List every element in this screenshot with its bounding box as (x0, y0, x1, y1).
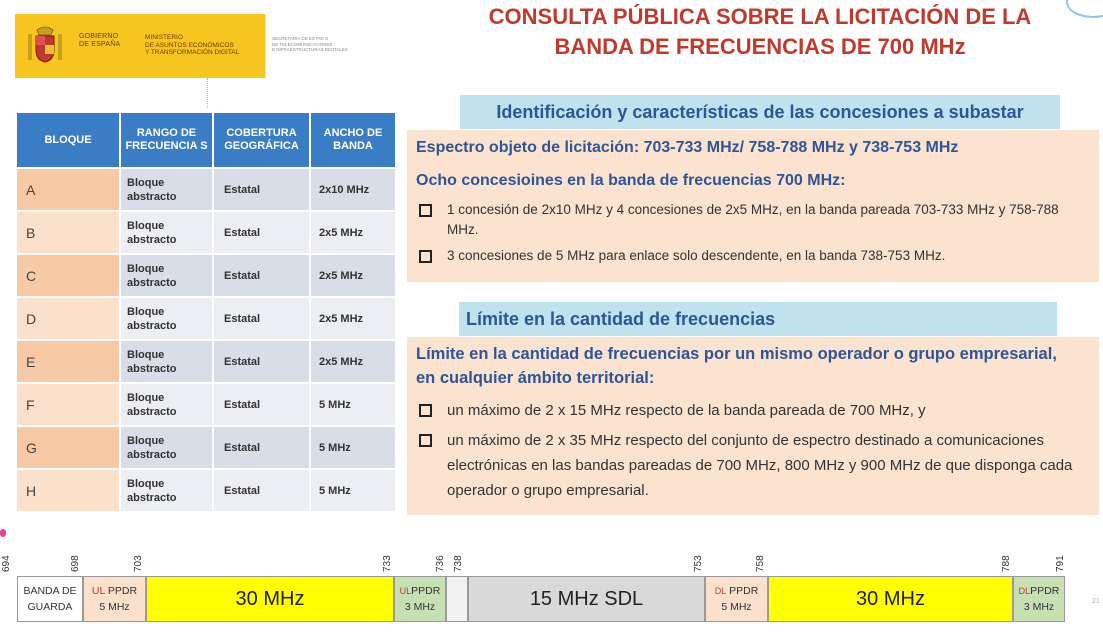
cell-bloque: G (17, 427, 119, 468)
bullet-text: 1 concesión de 2x10 MHz y 4 concesiones de 2x5 MHz, en la banda pareada 703-733 MHz y 758-788 MHz. (447, 202, 1059, 237)
table-row (17, 470, 395, 511)
spectrum-heading: Espectro objeto de licitación: 703-733 MHz/ 758-788 MHz y 738-753 MHz (416, 139, 959, 156)
page-title (460, 2, 1060, 62)
list-item (419, 398, 1089, 423)
checkbox-bullet-icon (419, 434, 432, 447)
section-1-header: Identificación y características de las concesiones a subastar (460, 95, 1060, 129)
segment-15mhz-sdl: 15 MHz SDL (468, 576, 705, 622)
slide-number: 21 (1092, 598, 1100, 605)
cell-rango: Bloque abstracto (121, 212, 212, 253)
cell-rango: Bloque abstracto (121, 384, 212, 425)
cell-bloque: B (17, 212, 119, 253)
cell-rango: Bloque abstracto (121, 298, 212, 339)
cell-bloque: A (17, 169, 119, 210)
tick-694: 694 (1, 555, 12, 572)
cell-bloque: H (17, 470, 119, 511)
list-item (419, 246, 1089, 266)
ppdr-label: PPDR (1030, 585, 1060, 597)
table-header-row (17, 113, 395, 167)
table-row (17, 169, 395, 210)
segment-sub: 3 MHz (404, 601, 436, 613)
title-line-2: BANDA DE FRECUENCIAS DE 700 MHz (554, 34, 966, 59)
cell-ancho: 5 MHz (311, 470, 395, 511)
tick-733: 733 (382, 555, 393, 572)
bullet-text: un máximo de 2 x 35 MHz respecto del conjunto de espectro destinado a comunicaciones electrónicas en las bandas pareadas de 700 MHz, 800 MHz y 900 MHz de que disponga cada operador o grupo empresarial. (447, 432, 1073, 499)
corner-decoration (1066, 0, 1103, 18)
ul-prefix: UL (399, 586, 412, 596)
tick-788: 788 (1001, 555, 1012, 572)
cell-ancho: 5 MHz (311, 427, 395, 468)
pointer-mark (0, 529, 6, 537)
dl-prefix: DL (1018, 586, 1031, 596)
cell-bloque: F (17, 384, 119, 425)
table-row (17, 427, 395, 468)
gobierno-text: GOBIERNO DE ESPAÑA (79, 33, 121, 48)
ppdr-label: PPDR (729, 585, 759, 597)
cell-ancho: 2x10 MHz (311, 169, 395, 210)
tick-698: 698 (70, 555, 81, 572)
cell-rango: Bloque abstracto (121, 255, 212, 296)
checkbox-bullet-icon (419, 204, 432, 217)
cell-ancho: 2x5 MHz (311, 298, 395, 339)
cell-bloque: E (17, 341, 119, 382)
segment-dl-ppdr-5 (705, 576, 768, 622)
segment-gap (446, 576, 468, 622)
limit-intro: Límite en la cantidad de frecuencias por un mismo operador o grupo empresarial, en cualquier ámbito territorial: (416, 345, 1057, 387)
segment-30mhz-ul: 30 MHz (146, 576, 394, 622)
section-2-header (459, 302, 1057, 336)
segment-ul-ppdr-3 (394, 576, 446, 622)
title-line-1: CONSULTA PÚBLICA SOBRE LA LICITACIÓN DE LA (488, 4, 1032, 29)
header-ancho: ANCHO DE BANDA (311, 113, 395, 167)
segment-guard-band: BANDA DE GUARDA (17, 576, 83, 622)
header-cobertura: COBERTURA GEOGRÁFICA (214, 113, 309, 167)
ppdr-label: PPDR (107, 585, 138, 597)
cell-cobertura: Estatal (214, 169, 309, 210)
checkbox-bullet-icon (419, 250, 432, 263)
bullet-text: un máximo de 2 x 15 MHz respecto de la banda pareada de 700 MHz, y (447, 402, 926, 419)
cell-cobertura: Estatal (214, 427, 309, 468)
section-1-panel (407, 130, 1099, 282)
cell-ancho: 2x5 MHz (311, 255, 395, 296)
cell-cobertura: Estatal (214, 298, 309, 339)
cell-ancho: 2x5 MHz (311, 341, 395, 382)
checkbox-bullet-icon (419, 404, 432, 417)
list-item (419, 200, 1089, 240)
cell-ancho: 5 MHz (311, 384, 395, 425)
tick-736: 736 (435, 555, 446, 572)
cell-cobertura: Estatal (214, 255, 309, 296)
cell-bloque: D (17, 298, 119, 339)
table-row (17, 255, 395, 296)
header-bloque: BLOQUE (17, 113, 119, 167)
segment-sub: 3 MHz (1023, 601, 1055, 613)
coat-of-arms-icon (23, 24, 67, 68)
table-row (17, 298, 395, 339)
segment-sub: 5 MHz (99, 601, 130, 613)
tick-753: 753 (693, 555, 704, 572)
section-2-title: Límite en la cantidad de frecuencias (466, 309, 776, 329)
tick-758: 758 (755, 555, 766, 572)
cell-rango: Bloque abstracto (121, 169, 212, 210)
segment-30mhz-dl: 30 MHz (768, 576, 1013, 622)
concessions-heading: Ocho concesioines en la banda de frecuencias 700 MHz: (416, 172, 846, 189)
secretaria-text: SECRETARÍA DE ESTAD O DE TELECOMUNICACIONES E INFRAESTRUCTURAS DIGITALES (272, 36, 348, 52)
ppdr-label: PPDR (411, 585, 441, 597)
dl-prefix: DL (714, 586, 727, 596)
cell-rango: Bloque abstracto (121, 341, 212, 382)
cell-ancho: 2x5 MHz (311, 212, 395, 253)
header-rango: RANGO DE FRECUENCIA S (121, 113, 212, 167)
cell-rango: Bloque abstracto (121, 470, 212, 511)
list-item (419, 428, 1084, 503)
bullet-text: 3 concesiones de 5 MHz para enlace solo descendente, en la banda 738-753 MHz. (447, 248, 946, 263)
cell-cobertura: Estatal (214, 384, 309, 425)
segment-sub: 5 MHz (721, 601, 752, 613)
ministerio-text: MINISTERIO DE ASUNTOS ECONÓMICOS Y TRANSFORMACIÓN DIGITAL (145, 34, 240, 56)
tick-791: 791 (1055, 555, 1066, 572)
segment-ul-ppdr-5 (83, 576, 146, 622)
frequency-band-diagram (1, 546, 1077, 626)
tick-703: 703 (133, 555, 144, 572)
cell-cobertura: Estatal (214, 212, 309, 253)
table-row (17, 384, 395, 425)
ul-prefix: UL (91, 585, 105, 597)
blocks-table (15, 111, 397, 513)
section-2-panel (407, 337, 1099, 515)
table-row (17, 341, 395, 382)
government-logo (15, 14, 265, 78)
table-row (17, 212, 395, 253)
segment-dl-ppdr-3 (1013, 576, 1065, 622)
cell-bloque: C (17, 255, 119, 296)
cell-rango: Bloque abstracto (121, 427, 212, 468)
cell-cobertura: Estatal (214, 341, 309, 382)
divider-line (207, 78, 208, 108)
tick-738: 738 (453, 555, 464, 572)
cell-cobertura: Estatal (214, 470, 309, 511)
